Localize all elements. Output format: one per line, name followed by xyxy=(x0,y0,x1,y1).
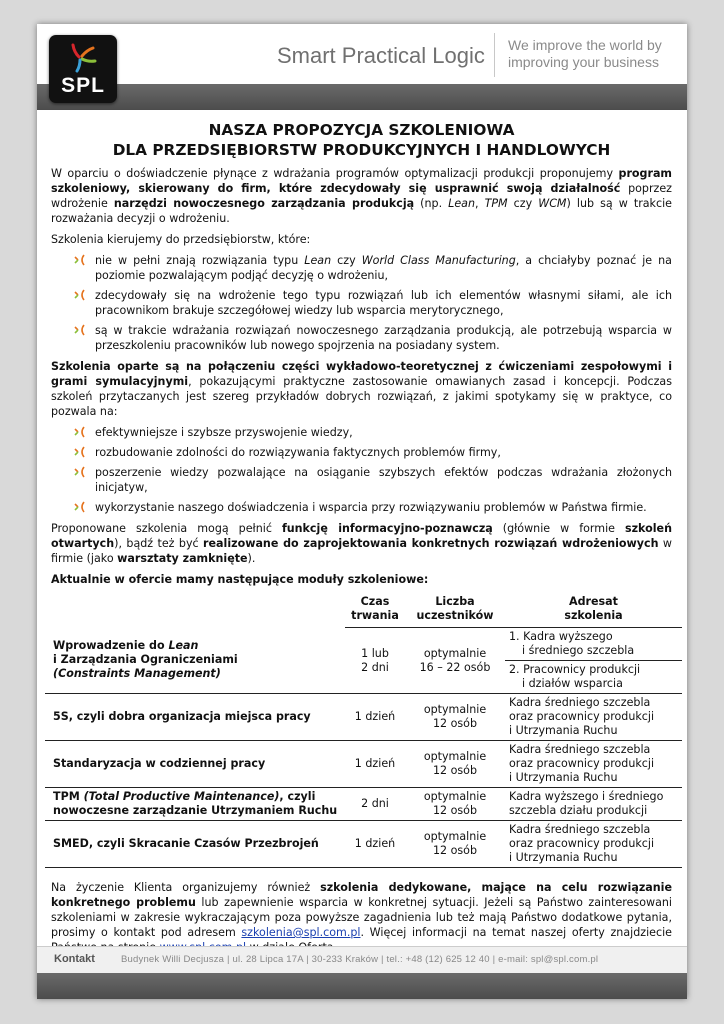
target-line: oraz pracownicy produkcji xyxy=(509,757,655,770)
target-cell xyxy=(505,628,682,661)
module-name: SMED, czyli Skracanie Czasów Przezbrojeń xyxy=(45,821,345,868)
participants-line: 12 osób xyxy=(432,844,478,857)
list-text: nie w pełni znają rozwiązania typu xyxy=(95,254,305,267)
function-text: ). xyxy=(247,552,256,565)
spl-bullet-icon xyxy=(73,254,87,266)
header-line: Adresat xyxy=(569,595,618,608)
module-name xyxy=(45,628,345,694)
table-header-row xyxy=(45,593,682,628)
target-line: i działów wsparcia xyxy=(522,677,623,690)
table-row xyxy=(45,628,682,661)
list-text: poszerzenie wiedzy pozwalające na osiąganie szybszych efektów podczas wdrażania złożonych inicjatyw, xyxy=(95,466,672,494)
intro-text: ) lub są w trakcie rozważania decyzji o wdrożeniu. xyxy=(51,197,672,225)
module-line: i Zarządzania Ograniczeniami xyxy=(53,653,238,667)
list-text: , a chciałyby poznać je na poziomie pozwalającym podjąć decyzję o wdrożeniu, xyxy=(95,254,672,282)
title-line-1: NASZA PROPOZYCJA SZKOLENIOWA xyxy=(208,121,515,139)
target-line: i średniego szczebla xyxy=(522,644,635,657)
function-bold: funkcję informacyjno-poznawczą xyxy=(281,522,493,535)
target-line: 2. Pracownicy produkcji xyxy=(509,663,641,676)
duration-line: 2 dni xyxy=(361,660,389,674)
target-cell xyxy=(505,788,682,821)
list-text: efektywniejsze i szybsze przyswojenie wiedzy, xyxy=(95,426,353,439)
footer-contact-label: Kontakt xyxy=(54,953,95,965)
table-row xyxy=(45,821,682,868)
target-cell xyxy=(505,694,682,741)
header-line: Czas xyxy=(360,595,390,608)
table-header-blank xyxy=(45,593,345,628)
duration-cell xyxy=(345,628,405,694)
intro-text: (np. xyxy=(414,197,449,210)
intro-text: czy xyxy=(507,197,539,210)
module-name: 5S, czyli dobra organizacja miejsca pracy xyxy=(45,694,345,741)
column-header-target xyxy=(505,593,682,628)
header-divider xyxy=(494,33,495,77)
participants-line: optymalnie xyxy=(423,703,487,716)
column-header-time xyxy=(345,593,405,628)
target-list xyxy=(51,253,672,353)
footer-grey-band xyxy=(37,973,687,999)
table-row xyxy=(45,694,682,741)
module-italic: (Total Productive Maintenance) xyxy=(83,790,280,803)
participants-cell xyxy=(405,788,505,821)
module-line xyxy=(53,639,341,653)
participants-line: 12 osób xyxy=(432,804,478,817)
spl-bullet-icon xyxy=(73,466,87,478)
module-italic: (Constraints Management) xyxy=(53,667,221,681)
target-line: Kadra średniego szczebla xyxy=(509,743,651,756)
table-row xyxy=(45,741,682,788)
intro-text: poprzez wdrożenie xyxy=(51,182,672,210)
target-cell xyxy=(505,821,682,868)
closing-bold: szkolenia dedykowane, mające na celu rozwiązanie konkretnego problemu xyxy=(51,881,672,909)
column-header-count xyxy=(405,593,505,628)
duration-line: 1 lub xyxy=(361,646,389,660)
module-line xyxy=(53,790,341,804)
spl-logo-mark-icon xyxy=(71,41,97,73)
spl-logo xyxy=(49,35,117,103)
spl-bullet-icon xyxy=(73,426,87,438)
module-line: nowoczesne zarządzanie Utrzymaniem Ruchu xyxy=(53,804,338,817)
closing-text: . Więcej informacji na temat naszej oferty znajdziecie xyxy=(360,926,672,939)
header xyxy=(37,24,687,97)
intro-italic: TPM xyxy=(484,197,508,210)
participants-cell xyxy=(405,741,505,788)
list-item xyxy=(51,253,672,283)
list-item xyxy=(51,445,672,460)
spl-bullet-icon xyxy=(73,289,87,301)
participants-line: optymalnie xyxy=(423,790,487,803)
table-row xyxy=(45,788,682,821)
header-grey-band xyxy=(37,84,687,110)
company-name: Smart Practical Logic xyxy=(277,43,485,68)
participants-line: 16 – 22 osób xyxy=(419,660,491,674)
module-text: , czyli xyxy=(279,790,316,803)
duration-cell: 1 dzień xyxy=(345,741,405,788)
list-item xyxy=(51,288,672,318)
module-name xyxy=(45,788,345,821)
intro-italic: Lean xyxy=(448,197,475,210)
target-cell xyxy=(505,661,682,694)
target-line: i Utrzymania Ruchu xyxy=(509,851,618,864)
function-paragraph xyxy=(51,521,672,566)
tagline-line-2: improving your business xyxy=(508,54,659,70)
participants-line: 12 osób xyxy=(432,764,478,777)
modules-heading xyxy=(51,572,672,587)
participants-line: optymalnie xyxy=(423,830,487,843)
method-bold: Szkolenia oparte są na połączeniu części wykładowo-teoretycznej z ćwiczeniami zespołowymi i grami symulacyjnymi xyxy=(51,360,672,388)
benefits-list xyxy=(51,425,672,515)
target-line: oraz pracownicy produkcji xyxy=(509,837,655,850)
tagline xyxy=(508,37,662,71)
list-item xyxy=(51,465,672,495)
title-line-2: DLA PRZEDSIĘBIORSTW PRODUKCYJNYCH I HANDLOWYCH xyxy=(112,141,611,159)
list-text: wykorzystanie naszego doświadczenia i wsparcia przy rozwiązywaniu problemów w Państwa firmie. xyxy=(95,501,647,514)
page-title xyxy=(51,120,672,160)
module-name: Standaryzacja w codziennej pracy xyxy=(45,741,345,788)
participants-cell xyxy=(405,821,505,868)
intro-bold: narzędzi nowoczesnego zarządzania produkcją xyxy=(113,197,415,210)
list-item xyxy=(51,500,672,515)
target-intro: Szkolenia kierujemy do przedsiębiorstw, które: xyxy=(51,233,311,246)
modules-heading-text: Aktualnie w ofercie mamy następujące moduły szkoleniowe: xyxy=(51,573,429,586)
function-bold: warsztaty zamknięte xyxy=(117,552,248,565)
participants-cell xyxy=(405,628,505,694)
footer xyxy=(37,946,687,973)
list-text: są w trakcie wdrażania rozwiązań nowoczesnego zarządzania produkcją, ale potrzebują wsparcia w przeszkoleniu pracowników lub nowego spojrzenia na posiadany system. xyxy=(95,324,672,352)
function-bold: szkoleń otwartych xyxy=(51,522,672,550)
duration-cell: 1 dzień xyxy=(345,694,405,741)
list-text: czy xyxy=(331,254,362,267)
list-italic: Lean xyxy=(304,254,332,267)
target-line: Kadra średniego szczebla xyxy=(509,696,651,709)
document-content xyxy=(51,120,672,961)
duration-cell: 2 dni xyxy=(345,788,405,821)
target-line: szczebla działu produkcji xyxy=(509,804,648,817)
tagline-line-1: We improve the world by xyxy=(508,37,662,53)
module-line xyxy=(53,667,341,681)
list-item xyxy=(51,323,672,353)
target-line: i Utrzymania Ruchu xyxy=(509,771,618,784)
target-line: Kadra wyższego i średniego xyxy=(509,790,664,803)
participants-cell xyxy=(405,694,505,741)
closing-paragraph xyxy=(51,880,672,955)
method-text: , pokazującymi praktyczne zastosowanie omawianych zasad i koncepcji. Podczas szkoleń przytaczanych jest szereg przykładów dobrych rozwiązań, z jakimi spotykamy się w praktyce, co pozwala na: xyxy=(51,375,672,418)
spl-bullet-icon xyxy=(73,446,87,458)
method-paragraph xyxy=(51,359,672,419)
closing-text: Na życzenie Klienta organizujemy również xyxy=(51,881,321,894)
email-link[interactable]: szkolenia@spl.com.pl xyxy=(241,926,361,939)
modules-table xyxy=(45,593,682,868)
intro-bold: program szkoleniowy, skierowany do firm, które zdecydowały się usprawnić swoją działalność xyxy=(51,167,672,195)
list-text: zdecydowały się na wdrożenie tego typu rozwiązań lub ich elementów własnymi siłami, ale ich pracownikom brakuje szczegółowej wiedzy lub wsparcia merytorycznego, xyxy=(95,289,672,317)
duration-cell: 1 dzień xyxy=(345,821,405,868)
header-line: uczestników xyxy=(416,609,494,622)
function-text: (głównie w formie xyxy=(492,522,625,535)
target-line: i Utrzymania Ruchu xyxy=(509,724,618,737)
header-line: trwania xyxy=(351,609,399,622)
intro-italic: WCM xyxy=(538,197,567,210)
function-text: ), bądź też być xyxy=(114,537,204,550)
participants-line: optymalnie xyxy=(423,646,487,660)
module-text: TPM xyxy=(53,790,84,803)
intro-text: , xyxy=(475,197,485,210)
target-line: 1. Kadra wyższego xyxy=(509,630,613,643)
list-text: rozbudowanie zdolności do rozwiązywania faktycznych problemów firmy, xyxy=(95,446,501,459)
list-italic: World Class Manufacturing xyxy=(361,254,516,267)
target-cell xyxy=(505,741,682,788)
footer-contact-info: Budynek Willi Decjusza | ul. 28 Lipca 17A | 30-233 Kraków | tel.: +48 (12) 625 12 40 | e-mail: spl@spl.com.pl xyxy=(121,954,599,965)
list-item xyxy=(51,425,672,440)
function-text: Proponowane szkolenia mogą pełnić xyxy=(51,522,282,535)
intro-paragraph xyxy=(51,166,672,226)
document-page xyxy=(37,24,687,999)
function-text: w firmie (jako xyxy=(51,537,672,565)
header-line: Liczba xyxy=(435,595,475,608)
target-line: Kadra średniego szczebla xyxy=(509,823,651,836)
target-line: oraz pracownicy produkcji xyxy=(509,710,655,723)
participants-line: optymalnie xyxy=(423,750,487,763)
module-italic: Lean xyxy=(168,639,199,653)
closing-text: lub zapewnienie wsparcia w konkretnej sytuacji. Jeżeli są Państwo zainteresowani szkoleniami w zakresie wykraczającym poza powyższe zagadnienia lub też mają Państwo dodatkowe pytania, prosimy o kontakt pod adresem xyxy=(51,896,672,939)
function-bold: realizowane do zaprojektowania konkretnych rozwiązań wdrożeniowych xyxy=(203,537,659,550)
header-line: szkolenia xyxy=(564,609,623,622)
intro-text: W oparciu o doświadczenie płynące z wdrażania programów optymalizacji produkcji proponujemy xyxy=(51,167,619,180)
logo-text: SPL xyxy=(61,74,105,97)
spl-bullet-icon xyxy=(73,501,87,513)
module-text: Wprowadzenie do xyxy=(53,639,169,653)
spl-bullet-icon xyxy=(73,324,87,336)
participants-line: 12 osób xyxy=(432,717,478,730)
